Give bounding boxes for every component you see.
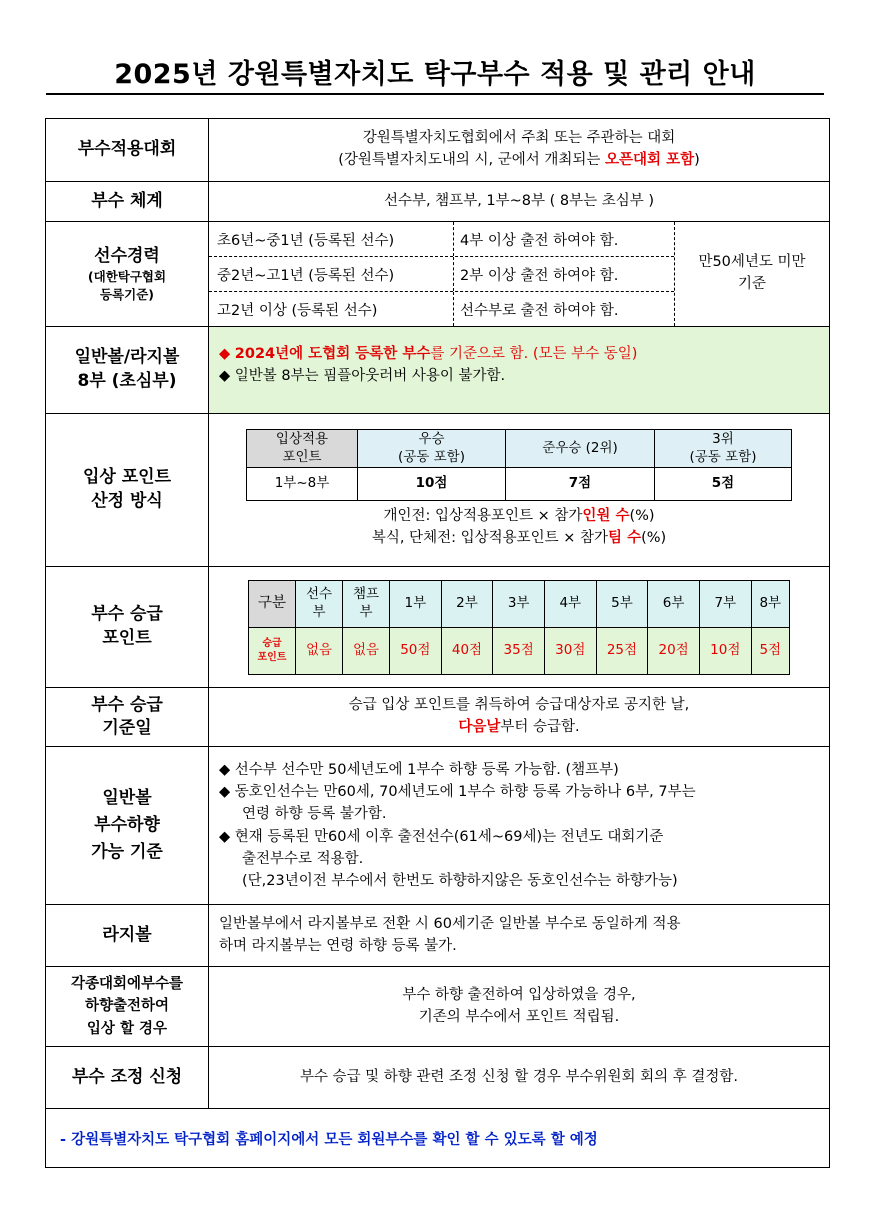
promotion-header-champ [343,580,390,627]
guide-table [45,118,830,1168]
label-tournament: 부수적용대회 [46,119,209,181]
downgrade-bullet-3 [219,826,829,848]
content-largeball [209,905,829,966]
points-header-win [358,430,506,468]
row-promotion [46,566,829,687]
downplay-line2: 기존의 부수에서 포인트 적립됨. [418,1008,620,1025]
row-beginner [46,326,829,413]
points-table [246,429,792,501]
career-row [209,256,674,291]
label-system: 부수 체계 [46,182,209,221]
downgrade-b2-cont: 연령 하향 등록 불가함. [242,806,387,823]
diamond-bullet-icon: ◆ [219,828,231,845]
promotion-row-label [249,627,296,674]
row-downplay [46,966,829,1046]
points-row-label: 1부~8부 [247,468,358,501]
downplay-line1: 부수 하향 출전하여 입상하였을 경우, [402,986,636,1003]
player-head-line2: 부 [312,603,326,620]
promotion-header: 7부 [699,580,751,627]
promotion-header: 4부 [544,580,596,627]
promotion-header: 5부 [596,580,648,627]
label-career [46,222,209,326]
points-label-line2: 산정 방식 [91,491,163,511]
promotion-header: 8부 [751,580,789,627]
promotion-value: 5점 [751,627,789,674]
content-promo-date [209,688,829,746]
career-rule: 4부 이상 출전 하여야 함. [460,232,619,249]
downplay-label-line2: 하향출전하여 [84,998,170,1015]
content-beginner [209,327,829,413]
points-h3-line1: 3위 [712,431,734,447]
promotion-value: 40점 [441,627,493,674]
career-grade: 고2년 이상 (등록된 선수) [209,292,454,326]
formula2-suffix: (%) [641,529,667,546]
row-adjust [46,1046,829,1108]
row-system [46,181,829,221]
beginner-bullet-2 [219,366,829,388]
footer-notice: - 강원특별자치도 탁구협회 홈페이지에서 모든 회원부수를 확인 할 수 있도록 할 예정 [60,1131,598,1148]
content-downgrade [209,747,829,904]
downgrade-label-line2: 부수하향 [94,814,160,835]
career-table [209,222,829,326]
points-second-value: 7점 [506,468,655,501]
points-win-value: 10점 [358,468,506,501]
diamond-bullet-icon: ◆ [219,367,231,384]
points-h1-line1: 우승 [418,431,445,447]
beginner-b1-text: 를 기준으로 함. (모든 부수 동일) [430,346,638,362]
page-title: 2025년 강원특별자치도 탁구부수 적용 및 관리 안내 [114,59,756,90]
downgrade-b1-text: 선수부 선수만 50세년도에 1부수 하향 등록 가능함. (챔프부) [234,762,619,779]
promo-date-line2 [458,717,579,739]
promotion-header: 3부 [493,580,545,627]
system-text: 선수부, 챔프부, 1부~8부 ( 8부는 초심부 ) [383,192,655,209]
career-rule: 2부 이상 출전 하여야 함. [460,267,619,284]
promotion-header: 6부 [648,580,700,627]
label-beginner [46,327,209,413]
points-h1-line2: (공동 포함) [398,448,465,465]
downgrade-label-line3: 가능 기준 [91,842,163,863]
career-grade: 초6년~중1년 (등록된 선수) [209,222,454,256]
content-promotion [209,567,829,687]
beginner-bullet-1 [219,344,829,366]
promotion-value: 35점 [493,627,545,674]
beginner-highlight: 2024년에 도협회 등록한 부수 [234,346,431,362]
downgrade-b2-text: 동호인선수는 만60세, 70세년도에 1부수 하향 등록 가능하나 6부, 7부는 [234,784,696,801]
promotion-value-player: 없음 [296,627,343,674]
career-rows [209,222,674,326]
promo-date-label-line2: 기준일 [102,718,152,738]
points-h3-line2: (공동 포함) [689,448,757,465]
row-promo-date [46,687,829,746]
tournament-line2-text: (강원특별자치도내의 시, 군에서 개최되는 [338,152,606,168]
points-third-value: 5점 [655,468,792,501]
career-grade: 중2년~고1년 (등록된 선수) [209,257,454,291]
promotion-value-champ: 없음 [343,627,390,674]
points-header-0 [247,430,358,468]
downgrade-b3-note: (단,23년이전 부수에서 한번도 하향하지않은 동호인선수는 하향가능) [242,872,678,889]
points-header-second: 준우승 (2위) [506,430,655,468]
adjust-text: 부수 승급 및 하향 관련 조정 신청 할 경우 부수위원회 회의 후 결정함. [299,1068,739,1085]
promo-date-line2-text: 부터 승급함. [500,719,580,735]
champ-head-line2: 부 [359,603,373,620]
label-downplay [46,967,209,1046]
downgrade-label-line1: 일반볼 [102,787,152,808]
promo-row-label-line2: 포인트 [257,651,287,663]
largeball-line1: 일반볼부에서 라지볼부로 전환 시 60세기준 일반볼 부수로 동일하게 적용 [219,915,681,932]
formula1-highlight: 인원 수 [582,508,630,525]
largeball-line2: 하며 라지볼부는 연령 하향 등록 불가. [219,937,457,954]
points-h0-line2: 포인트 [282,448,322,465]
downgrade-bullet-2 [219,781,829,803]
career-rule: 선수부로 출전 하여야 함. [460,302,619,319]
diamond-bullet-icon: ◆ [219,784,231,801]
career-note-line1: 만50세년도 미만 [698,254,806,271]
row-career [46,221,829,326]
downplay-label-line1: 각종대회에부수를 [70,975,184,992]
champ-head-line1: 챔프 [352,585,380,602]
career-row [209,291,674,326]
career-label-sub1: (대한탁구협회 [87,269,167,285]
promotion-value: 20점 [648,627,700,674]
career-note-line2: 기준 [737,276,766,292]
promotion-label-line2: 포인트 [102,628,152,648]
promotion-value: 25점 [596,627,648,674]
label-adjust: 부수 조정 신청 [46,1047,209,1108]
promotion-header: 2부 [441,580,493,627]
label-largeball: 라지볼 [46,905,209,966]
content-downplay [209,967,829,1046]
career-label-main: 선수경력 [94,245,160,266]
content-points [209,414,829,566]
label-points [46,414,209,566]
formula1-text: 개인전: 입상적용포인트 × 참가 [383,508,583,525]
downgrade-b3-text: 현재 등록된 만60세 이후 출전선수(61세~69세)는 전년도 대회기준 [234,828,664,845]
row-tournament [46,119,829,181]
content-tournament [209,119,829,181]
promotion-table [248,580,790,675]
formula1-suffix: (%) [629,508,655,525]
next-day-highlight: 다음날 [458,719,501,735]
career-age-note [674,222,829,326]
open-tournament-highlight: 오픈대회 포함 [605,152,695,168]
points-h0-line1: 입상적용 [275,431,329,447]
promotion-value: 50점 [390,627,442,674]
beginner-label-line1: 일반볼/라지볼 [74,347,180,368]
promotion-value: 10점 [699,627,751,674]
downgrade-b3-cont: 출전부수로 적용함. [242,850,364,867]
promotion-header-player [296,580,343,627]
career-label-sub2: 등록기준) [99,286,154,302]
tournament-line2-close: ) [694,152,700,168]
beginner-label-line2: 8부 (초심부) [77,371,177,391]
row-downgrade [46,746,829,904]
points-header-third [655,430,792,468]
tournament-line1: 강원특별자치도협회에서 주최 또는 주관하는 대회 [362,130,676,147]
formula2-highlight: 팀 수 [608,529,642,546]
row-largeball [46,904,829,966]
promotion-header: 1부 [390,580,442,627]
diamond-bullet-icon: ◆ [219,346,231,362]
promo-date-line1: 승급 입상 포인트를 취득하여 승급대상자로 공지한 날, [348,697,690,714]
points-label-line1: 입상 포인트 [82,467,172,488]
player-head-line1: 선수 [305,585,333,602]
promo-date-label-line1: 부수 승급 [91,695,163,716]
promo-row-label-line1: 승급 [262,637,282,649]
label-downgrade [46,747,209,904]
downplay-label-line3: 입상 할 경우 [86,1020,168,1037]
label-promo-date [46,688,209,746]
promotion-header-label: 구분 [249,580,296,627]
beginner-b2-text: 일반볼 8부는 핌플아웃러버 사용이 불가함. [234,367,506,384]
row-points [46,413,829,566]
diamond-bullet-icon: ◆ [219,762,231,779]
title-underline [46,93,824,95]
promotion-value: 30점 [544,627,596,674]
tournament-line2 [338,150,700,172]
points-formula-1 [383,505,654,527]
row-footer [46,1108,829,1167]
promotion-label-line1: 부수 승급 [91,604,163,625]
points-formula-2 [372,528,666,548]
downgrade-bullet-1 [219,759,829,781]
formula2-text: 복식, 단체전: 입상적용포인트 × 참가 [371,529,609,546]
label-promotion [46,567,209,687]
career-row [209,222,674,256]
